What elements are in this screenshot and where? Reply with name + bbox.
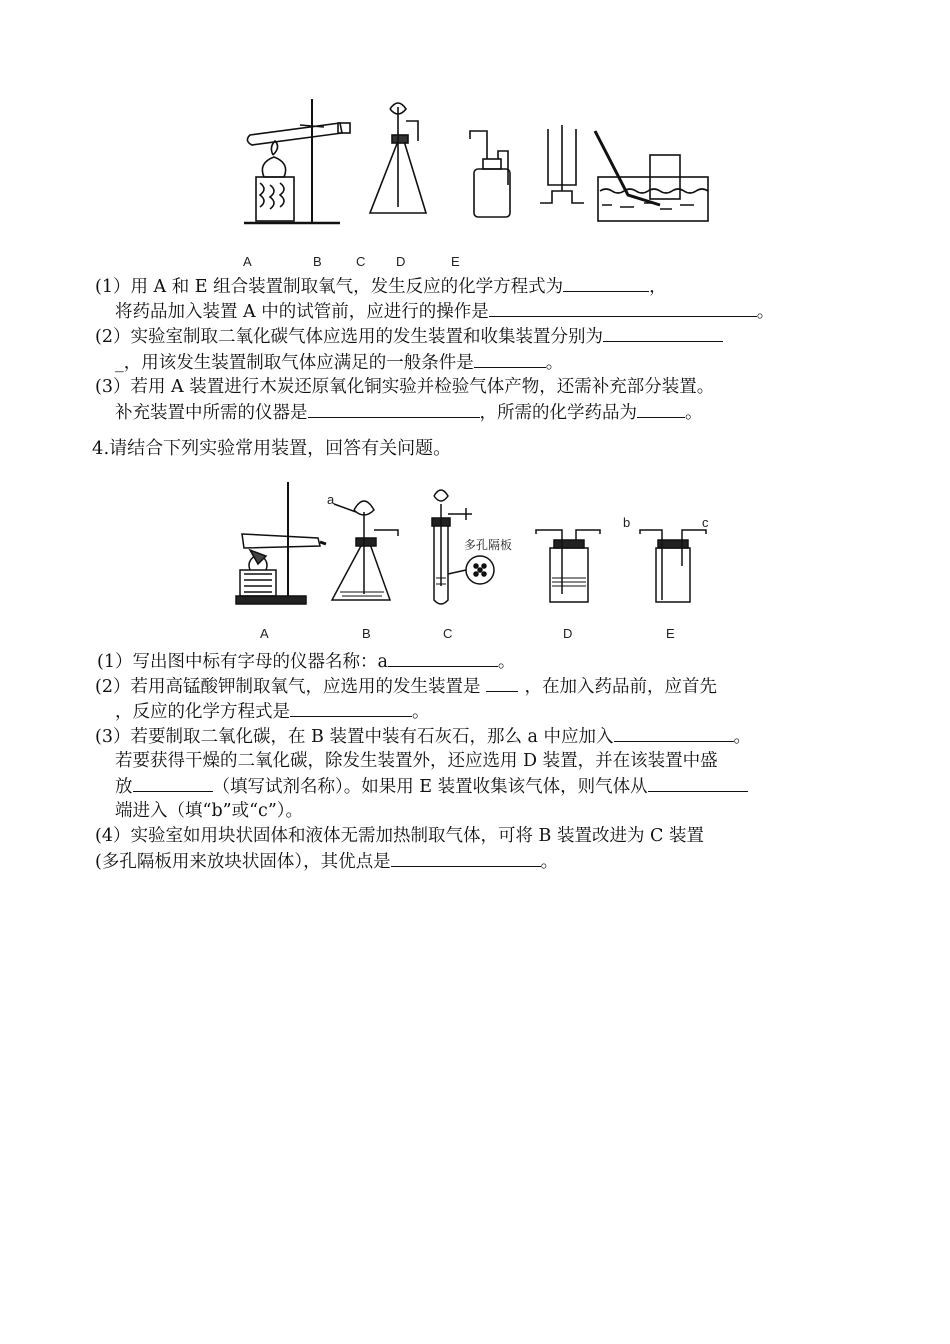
q3-p1-operation-blank[interactable] (489, 299, 757, 317)
figure2-label-a: A (260, 626, 269, 641)
q3-part1-line2: 将药品加入装置 A 中的试管前，应进行的操作是 。 (115, 299, 774, 324)
figure1-label-e: E (451, 254, 460, 269)
q3-p3-instrument-blank[interactable] (308, 400, 480, 418)
figure2-label-e: E (666, 626, 675, 641)
q4-p3-drying-agent-blank[interactable] (133, 774, 213, 792)
q4-part2-line2: ，反应的化学方程式是 。 (115, 699, 430, 724)
q4-part3-line2: 若要获得干燥的二氧化碳，除发生装置外，还应选用 D 装置，并在该装置中盛 (115, 751, 718, 771)
q4-part4-line2: (多孔隔板用来放块状固体），其优点是 。 (95, 849, 558, 874)
q4-p2-device-blank[interactable] (486, 674, 518, 692)
figure2-label-b: B (362, 626, 371, 641)
q4-part3-line1: (3）若要制取二氧化碳，在 B 装置中装有石灰石，那么 a 中应加入 。 (95, 724, 751, 749)
q3-p3-reagent-blank[interactable] (637, 400, 685, 418)
q4-p1-instrument-blank[interactable] (388, 649, 498, 667)
q3-p2-devices-blank[interactable] (603, 324, 723, 342)
q3-p1-equation-blank[interactable] (563, 274, 649, 292)
q4-p4-advantage-blank[interactable] (391, 849, 541, 867)
figure2-letter-c: c (702, 515, 709, 530)
q4-part3-line4: 端进入（填“b”或“c”）。 (115, 801, 304, 821)
q3-part2-line1: (2）实验室制取二氧化碳气体应选用的发生装置和收集装置分别为 (95, 324, 723, 349)
figure1-label-c: C (356, 254, 366, 269)
q4-title: 4.请结合下列实验常用装置，回答有关问题。 (92, 438, 452, 459)
apparatus-figure-1 (240, 95, 720, 235)
figure2-plate-label: 多孔隔板 (464, 538, 513, 552)
figure2-label-d: D (563, 626, 573, 641)
q3-part3-line2: 补充装置中所需的仪器是 ，所需的化学药品为 。 (115, 400, 703, 425)
figure1-label-b: B (313, 254, 322, 269)
q4-p3-funnel-reagent-blank[interactable] (614, 724, 734, 742)
figure1-label-d: D (396, 254, 406, 269)
q4-part3-line3: 放 （填写试剂名称）。如果用 E 装置收集该气体，则气体从 (115, 774, 748, 799)
q3-part2-line2: _，用该发生装置制取气体应满足的一般条件是 。 (115, 350, 563, 375)
figure2-letter-a: a (327, 492, 335, 507)
figure2-letter-b: b (623, 515, 631, 530)
q4-p2-equation-blank[interactable] (290, 699, 412, 717)
q3-part1-line1: (1）用 A 和 E 组合装置制取氧气，发生反应的化学方程式为 ， (95, 274, 667, 299)
q4-part2-line1: (2）若用高锰酸钾制取氧气，应选用的发生装置是 ，在加入药品前，应首先 (95, 674, 717, 699)
figure1-label-a: A (243, 254, 252, 269)
q3-p2-condition-blank[interactable] (474, 350, 546, 368)
q4-part1: (1）写出图中标有字母的仪器名称：a 。 (97, 649, 515, 674)
figure2-label-c: C (443, 626, 453, 641)
q3-part3-line1: (3）若用 A 装置进行木炭还原氧化铜实验并检验气体产物，还需补充部分装置。 (95, 377, 715, 397)
q4-p3-inlet-blank[interactable] (648, 774, 748, 792)
q4-part4-line1: (4）实验室如用块状固体和液体无需加热制取气体，可将 B 装置改进为 C 装置 (95, 826, 704, 846)
